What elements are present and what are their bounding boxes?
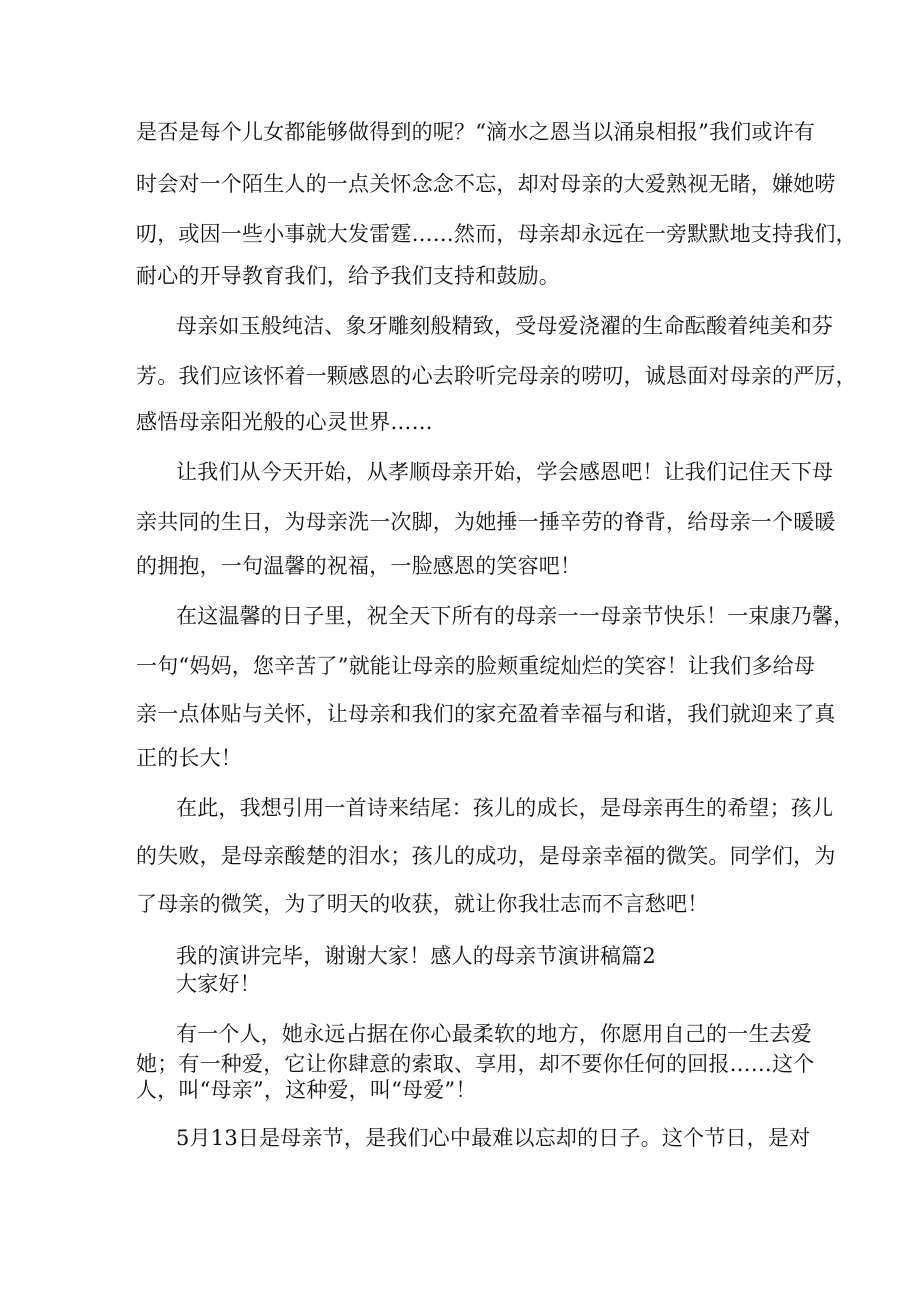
text-line: 感悟母亲阳光般的心灵世界…… [136, 410, 433, 434]
text-line: 的拥抱，一句温馨的祝福，一脸感恩的笑容吧！ [136, 554, 582, 578]
text-line: 正的长大！ [136, 746, 242, 770]
text-line: 5月13日是母亲节，是我们心中最难以忘却的日子。这个节日，是对 [176, 1126, 811, 1150]
text-line: 一句“妈妈，您辛苦了”就能让母亲的脸颊重绽灿烂的笑容！让我们多给母 [136, 654, 816, 678]
text-line: 芳。我们应该怀着一颗感恩的心去聆听完母亲的唠叨，诚恳面对母亲的严厉， [136, 364, 857, 388]
greeting-line: 大家好！ [176, 972, 261, 996]
text-line: 时会对一个陌生人的一点关怀念念不忘，却对母亲的大爱熟视无睹，嫌她唠 [136, 172, 836, 196]
text-line: 了母亲的微笑，为了明天的收获，就让你我壮志而不言愁吧！ [136, 892, 709, 916]
text-line: 亲共同的生日，为母亲洗一次脚，为她捶一捶辛劳的脊背，给母亲一个暖暖 [136, 510, 836, 534]
text-line: 在这温馨的日子里，祝全天下所有的母亲一一母亲节快乐！一束康乃馨， [176, 604, 855, 628]
text-line: 母亲如玉般纯洁、象牙雕刻般精致，受母爱浇濯的生命酝酸着纯美和芬 [176, 314, 834, 338]
text-line: 她；有一种爱，它让你肆意的索取、享用，却不要你任何的回报……这个 [136, 1052, 815, 1076]
text-line: 有一个人，她永远占据在你心最柔软的地方，你愿用自己的一生去爱 [176, 1022, 812, 1046]
heading-line: 我的演讲完毕，谢谢大家！感人的母亲节演讲稿篇2 [176, 944, 656, 968]
text-line: 的失败，是母亲酸楚的泪水；孩儿的成功，是母亲幸福的微笑。同学们，为 [136, 844, 836, 868]
text-line: 在此，我想引用一首诗来结尾：孩儿的成长，是母亲再生的希望；孩儿 [176, 796, 834, 820]
text-line: 叨，或因一些小事就大发雷霆……然而，母亲却永远在一旁默默地支持我们， [136, 222, 857, 246]
text-line: 让我们从今天开始，从孝顺母亲开始，学会感恩吧！让我们记住天下母 [176, 460, 834, 484]
text-line: 是否是每个儿女都能够做得到的呢？“滴水之恩当以涌泉相报”我们或许有 [136, 120, 816, 144]
text-line: 亲一点体贴与关怀，让母亲和我们的家充盈着幸福与和谐，我们就迎来了真 [136, 702, 836, 726]
text-line: 耐心的开导教育我们，给予我们支持和鼓励。 [136, 264, 560, 288]
text-line: 人，叫“母亲”，这种爱，叫“母爱”！ [136, 1078, 477, 1102]
